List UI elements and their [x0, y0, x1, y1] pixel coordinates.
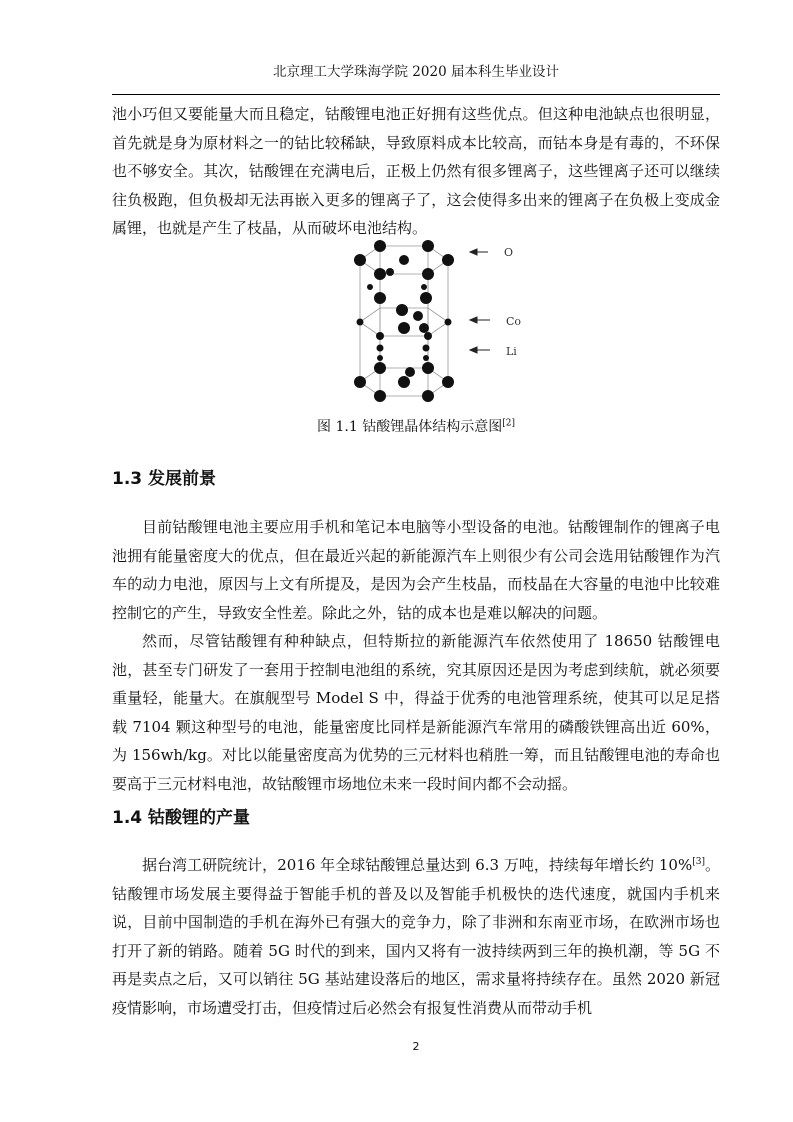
section-1-4-paragraph-1	[112, 851, 720, 1023]
section-heading-1-4: 1.4 钴酸锂的产量	[112, 808, 251, 828]
page-number: 2	[412, 1040, 420, 1053]
production-text: 据台湾工研院统计，2016 年全球钴酸锂总量达到 6.3 万吨，持续每年增长约 10%	[142, 856, 693, 874]
crystal-structure-diagram	[340, 232, 540, 402]
label-lithium: Li	[506, 345, 517, 358]
figure-caption	[112, 416, 720, 436]
section-1-3-paragraph-2: 然而，尽管钴酸锂有种种缺点，但特斯拉的新能源汽车依然使用了 18650 钴酸锂电池，甚至专门研发了一套用于控制电池组的系统，究其原因还是因为考虑到续航，就必须要重量轻，能量大。在旗舰型号 Model S 中，得益于优秀的电池管理系统，使其可以足足搭载 7104 颗这种型号的电池，能量密度比同样是新能源汽车常用的磷酸铁锂高出近 60%，为 156wh/kg。对比以能量密度高为优势的三元材料也稍胜一筹，而且钴酸锂电池的寿命也要高于三元材料电池，故钴酸锂市场地位未来一段时间内都不会动摇。	[112, 632, 720, 793]
figure-caption-citation: [2]	[502, 418, 515, 429]
production-citation: [3]	[692, 857, 705, 867]
crystal-structure-figure	[340, 232, 540, 402]
intro-paragraph: 池小巧但又要能量大而且稳定，钴酸锂电池正好拥有这些优点。但这种电池缺点也很明显，首先就是身为原材料之一的钴比较稀缺，导致原料成本比较高，而钴本身是有毒的，不环保也不够安全。其次，钴酸锂在充满电后，正极上仍然有很多锂离子，这些锂离子还可以继续往负极跑，但负极却无法再嵌入更多的锂离子了，这会使得多出来的锂离子在负极上变成金属锂，也就是产生了枝晶，从而破坏电池结构。	[112, 105, 720, 238]
page-header: 北京理工大学珠海学院 2020 届本科生毕业设计	[273, 64, 559, 80]
section-heading-1-3: 1.3 发展前景	[112, 469, 217, 489]
production-text-continued: 。钴酸锂市场发展主要得益于智能手机的普及以及智能手机极快的迭代速度，就国内手机来说，目前中国制造的手机在海外已有强大的竞争力，除了非洲和东南亚市场，在欧洲市场也打开了新的销路。随着 5G 时代的到来，国内又将有一波持续两到三年的换机潮，等 5G 不再是卖点之后，又可以销往 5G 基站建设落后的地区，需求量将持续存在。虽然 2020 新冠疫情影响，市场遭受打击，但疫情过后必然会有报复性消费从而带动手机	[112, 856, 720, 1017]
label-cobalt: Co	[506, 315, 522, 328]
figure-caption-text: 图 1.1 钴酸锂晶体结构示意图	[317, 419, 503, 435]
section-1-3-paragraph-1: 目前钴酸锂电池主要应用手机和笔记本电脑等小型设备的电池。钴酸锂制作的锂离子电池拥有能量密度大的优点，但在最近兴起的新能源汽车上则很少有公司会选用钴酸锂作为汽车的动力电池，原因与上文有所提及，是因为会产生枝晶，而枝晶在大容量的电池中比较难控制它的产生，导致安全性差。除此之外，钴的成本也是难以解决的问题。	[112, 518, 720, 622]
header-divider	[112, 94, 720, 95]
label-oxygen: O	[504, 246, 514, 259]
